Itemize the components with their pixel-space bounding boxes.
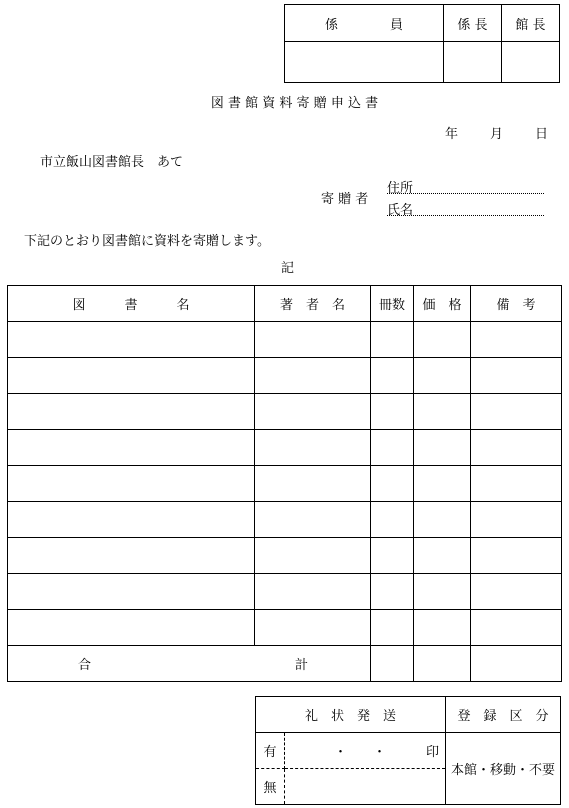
cell-remarks[interactable] <box>471 538 562 574</box>
cell-author[interactable] <box>255 394 371 430</box>
table-row <box>8 538 562 574</box>
registration-header <box>445 697 560 733</box>
date-year-label: 年 <box>445 127 459 142</box>
donor-address-label: 住所 <box>387 181 414 196</box>
cell-count[interactable] <box>371 430 414 466</box>
thanks-yes-label: 有 <box>263 745 277 760</box>
cell-remarks[interactable] <box>471 394 562 430</box>
cell-count[interactable] <box>371 394 414 430</box>
cell-author[interactable] <box>255 538 371 574</box>
total-remarks[interactable] <box>471 646 562 682</box>
cell-remarks[interactable] <box>471 502 562 538</box>
seal-label: 印 <box>425 745 439 760</box>
header-remarks <box>471 286 562 322</box>
cell-title[interactable] <box>8 430 255 466</box>
cell-price[interactable] <box>414 466 471 502</box>
cell-count[interactable] <box>371 466 414 502</box>
cell-author[interactable] <box>255 430 371 466</box>
thanks-no-label: 無 <box>263 781 277 796</box>
table-row <box>8 394 562 430</box>
cell-author[interactable] <box>255 574 371 610</box>
cell-author[interactable] <box>255 502 371 538</box>
cell-count[interactable] <box>371 538 414 574</box>
approval-header-staff <box>285 5 444 42</box>
cell-title[interactable] <box>8 466 255 502</box>
office-use-box <box>255 696 561 805</box>
table-row <box>8 502 562 538</box>
table-row <box>8 322 562 358</box>
header-author-label: 著 者 名 <box>279 298 345 313</box>
cell-count[interactable] <box>371 322 414 358</box>
header-count <box>371 286 414 322</box>
header-price-label: 価 格 <box>422 298 462 313</box>
header-title <box>8 286 255 322</box>
cell-count[interactable] <box>371 610 414 646</box>
cell-price[interactable] <box>414 610 471 646</box>
cell-title[interactable] <box>8 538 255 574</box>
approval-stamp-chief[interactable] <box>444 42 502 83</box>
approval-chief-label: 係 長 <box>457 17 488 33</box>
cell-price[interactable] <box>414 574 471 610</box>
thanks-date-dots: ・ ・ <box>333 745 386 760</box>
table-row <box>8 610 562 646</box>
thanks-header-label: 礼 状 発 送 <box>304 709 396 724</box>
header-title-label: 図 書 名 <box>72 298 190 313</box>
cell-price[interactable] <box>414 430 471 466</box>
total-label-left: 合 <box>78 658 92 673</box>
cell-title[interactable] <box>8 322 255 358</box>
cell-count[interactable] <box>371 574 414 610</box>
registration-options: 本館・移動・不要 <box>450 763 555 778</box>
cell-remarks[interactable] <box>471 322 562 358</box>
thanks-no-cell[interactable] <box>256 769 285 805</box>
cell-remarks[interactable] <box>471 358 562 394</box>
table-row <box>8 466 562 502</box>
approval-director-label: 館 長 <box>515 17 546 33</box>
cell-count[interactable] <box>371 358 414 394</box>
table-row <box>8 430 562 466</box>
cell-title[interactable] <box>8 358 255 394</box>
cell-author[interactable] <box>255 322 371 358</box>
date-month-label: 月 <box>490 127 504 142</box>
registration-header-label: 登 録 区 分 <box>457 709 549 724</box>
header-count-label: 冊数 <box>378 298 405 313</box>
approval-stamp-director[interactable] <box>502 42 560 83</box>
thanks-no-detail-cell[interactable] <box>285 769 446 805</box>
thanks-yes-cell[interactable] <box>256 733 285 769</box>
approval-header-chief <box>444 5 502 42</box>
table-row <box>8 358 562 394</box>
approval-header-director <box>502 5 560 42</box>
cell-remarks[interactable] <box>471 574 562 610</box>
date-day-label: 日 <box>535 127 549 142</box>
thanks-header <box>256 697 446 733</box>
approval-stamp-box <box>284 4 560 83</box>
total-count[interactable] <box>371 646 414 682</box>
donor-name-field[interactable] <box>387 199 544 216</box>
table-row <box>8 574 562 610</box>
addressee: 市立飯山図書館長 あて <box>40 155 184 170</box>
approval-stamp-staff[interactable] <box>285 42 444 83</box>
cell-price[interactable] <box>414 502 471 538</box>
total-label-cell <box>8 646 371 682</box>
header-price <box>414 286 471 322</box>
cell-price[interactable] <box>414 394 471 430</box>
donor-address-field[interactable] <box>387 177 544 194</box>
cell-title[interactable] <box>8 502 255 538</box>
books-table <box>7 285 562 682</box>
registration-options-cell[interactable] <box>445 733 560 805</box>
cell-title[interactable] <box>8 574 255 610</box>
statement: 下記のとおり図書館に資料を寄贈します。 <box>24 234 270 249</box>
cell-remarks[interactable] <box>471 466 562 502</box>
cell-remarks[interactable] <box>471 430 562 466</box>
header-remarks-label: 備 考 <box>496 298 536 313</box>
cell-price[interactable] <box>414 358 471 394</box>
cell-count[interactable] <box>371 502 414 538</box>
total-label-right: 計 <box>294 658 308 673</box>
header-author <box>255 286 371 322</box>
cell-remarks[interactable] <box>471 610 562 646</box>
thanks-date-cell[interactable] <box>285 733 446 769</box>
cell-author[interactable] <box>255 610 371 646</box>
total-price[interactable] <box>414 646 471 682</box>
cell-author[interactable] <box>255 466 371 502</box>
cell-price[interactable] <box>414 322 471 358</box>
cell-author[interactable] <box>255 358 371 394</box>
cell-title[interactable] <box>8 394 255 430</box>
cell-price[interactable] <box>414 538 471 574</box>
approval-staff-label: 係 員 <box>324 17 403 33</box>
form-title: 図 書 館 資 料 寄 贈 申 込 書 <box>210 96 379 111</box>
donor-name-label: 氏名 <box>387 203 414 218</box>
cell-title[interactable] <box>8 610 255 646</box>
donor-label: 寄 贈 者 <box>321 192 369 207</box>
ki-label: 記 <box>281 261 295 276</box>
